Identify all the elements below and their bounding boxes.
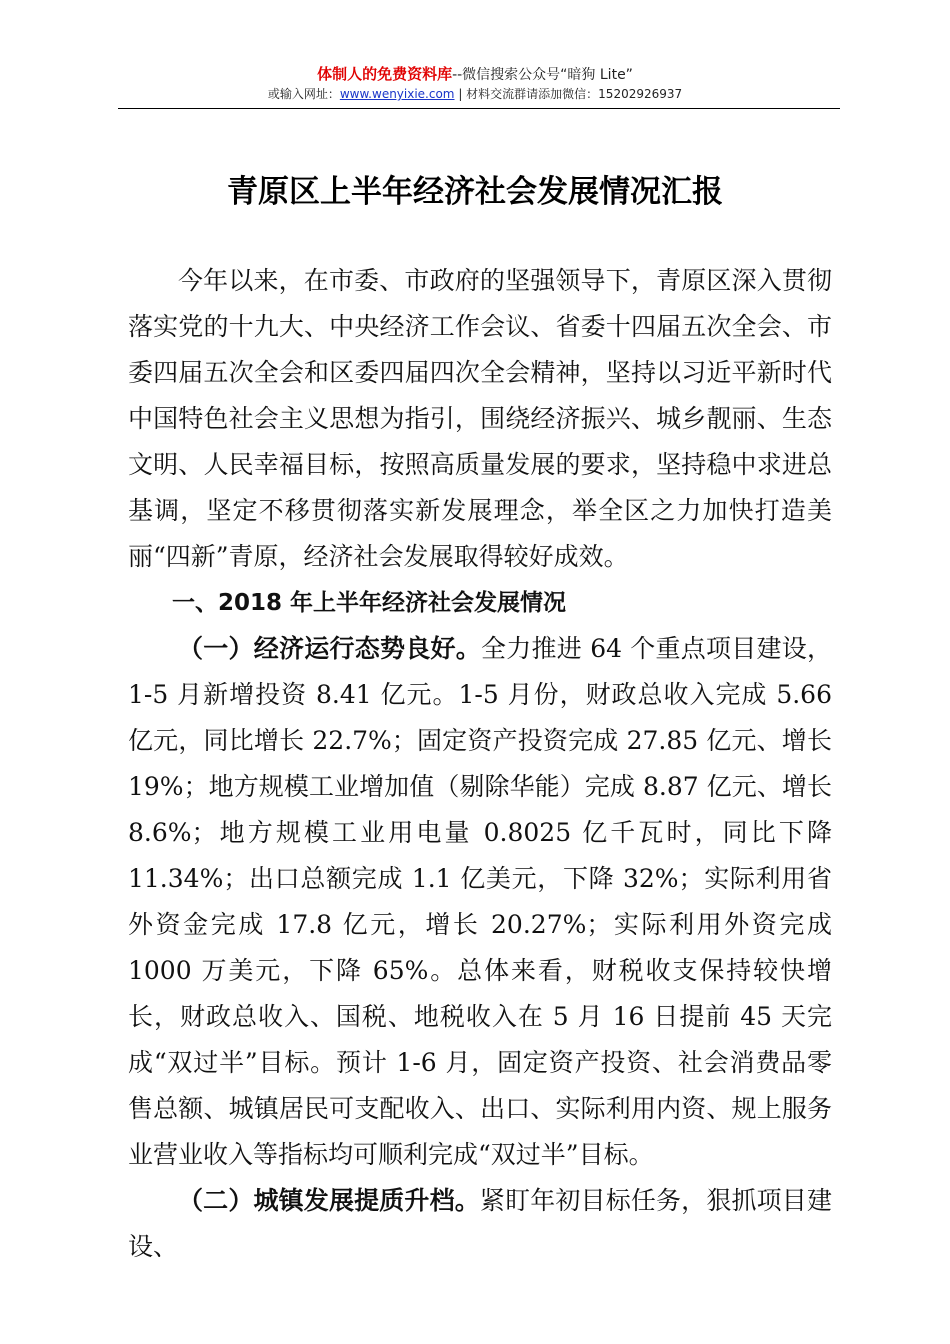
- subsection-1-paragraph: [128, 626, 832, 1178]
- intro-paragraph: 今年以来，在市委、市政府的坚强领导下，青原区深入贯彻落实党的十九大、中央经济工作会议、省委十四届五次全会、市委四届五次全会和区委四届四次全会精神，坚持以习近平新时代中国特色社会主义思想为指引，围绕经济振兴、城乡靓丽、生态文明、人民幸福目标，按照高质量发展的要求，坚持稳中求进总基调，坚定不移贯彻落实新发展理念，举全区之力加快打造美丽“四新”青原，经济社会发展取得较好成效。: [128, 266, 832, 571]
- section-heading: 一、2018 年上半年经济社会发展情况: [172, 590, 567, 616]
- subsection-1-text: 全力推进 64 个重点项目建设，1-5 月新增投资 8.41 亿元。1-5 月份，财政总收入完成 5.66 亿元，同比增长 22.7%；固定资产投资完成 27.85 亿元、增长 19%；地方规模工业增加值（剔除华能）完成 8.87 亿元、增长 8.6%；地方规模工业用电量 0.8025 亿千瓦时，同比下降 11.34%；出口总额完成 1.1 亿美元，下降 32%；实际利用省外资金完成 17.8 亿元，增长 20.27%；实际利用外资完成 1000 万美元，下降 65%。总体来看，财税收支保持较快增长，财政总收入、国税、地税收入在 5 月 16 日提前 45 天完成“双过半”目标。预计 1-6 月，固定资产投资、社会消费品零售总额、城镇居民可支配收入、出口、实际利用内资、规上服务业营业收入等指标均可顺利完成“双过半”目标。: [128, 634, 832, 1169]
- header-line-2: [0, 85, 950, 103]
- document-title: 青原区上半年经济社会发展情况汇报: [227, 174, 723, 210]
- header-url-prefix: 或输入网址：: [267, 87, 340, 101]
- header-suffix: --微信搜索公众号“暗狗 Lite”: [452, 67, 633, 83]
- document-body: [128, 258, 832, 1270]
- header-url-link[interactable]: www.wenyixie.com: [339, 87, 455, 101]
- page-header: [0, 64, 950, 103]
- subsection-2-paragraph: [128, 1178, 832, 1270]
- subsection-1-title: （一）经济运行态势良好。: [178, 634, 482, 663]
- subsection-2-title: （二）城镇发展提质升档。: [178, 1186, 480, 1215]
- header-line-1: [0, 64, 950, 85]
- header-contact: | 材料交流群请添加微信：15202926937: [454, 87, 683, 101]
- header-brand: 体制人的免费资料库: [317, 65, 453, 83]
- subsection-2-text: 紧盯年初目标任务，狠抓项目建设、: [128, 1186, 832, 1261]
- header-divider: [118, 108, 840, 109]
